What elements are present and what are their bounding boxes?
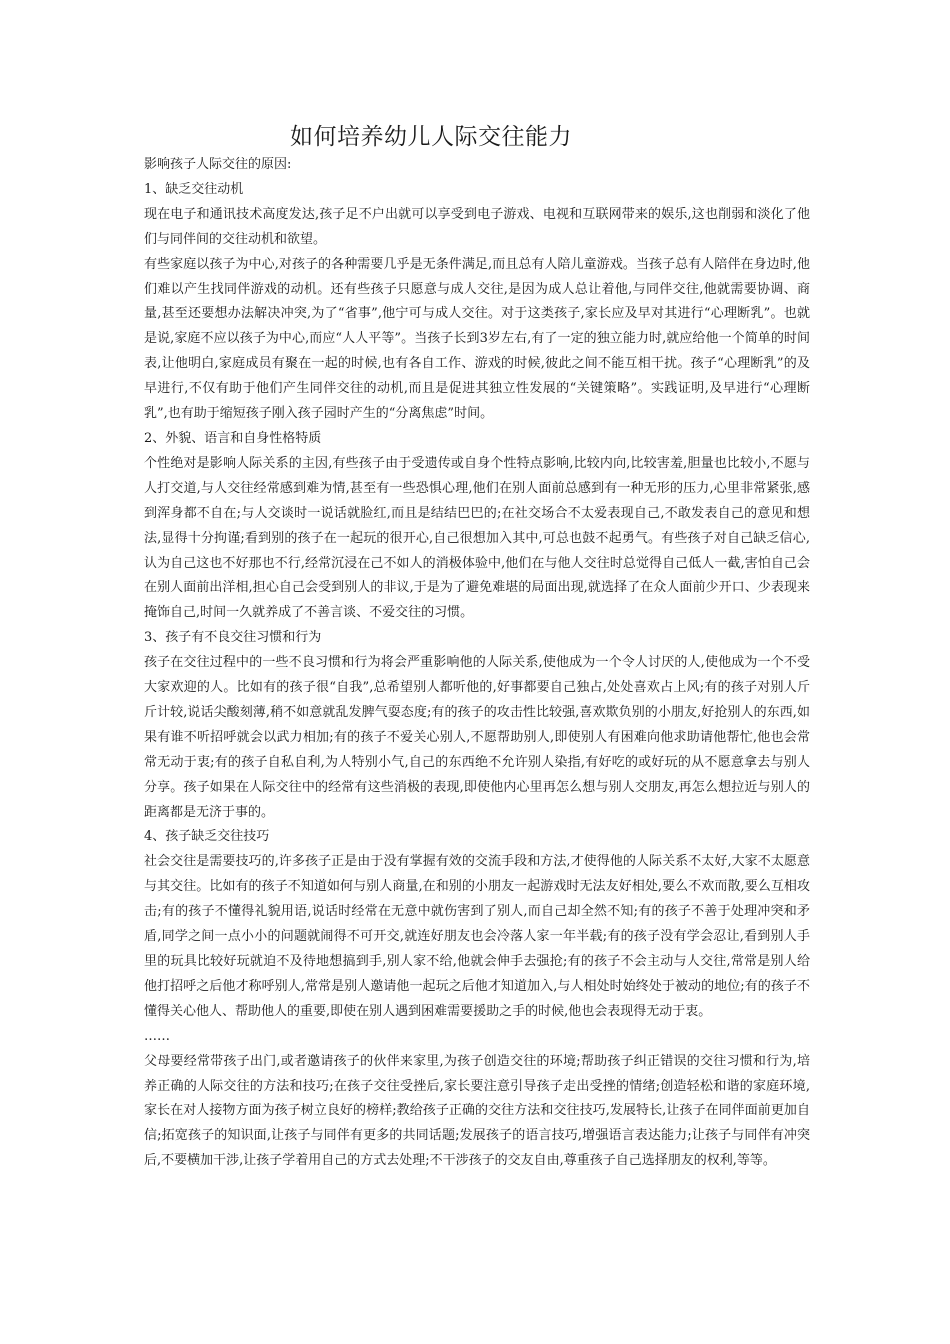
intro-line: 影响孩子人际交往的原因: xyxy=(144,157,292,172)
section-2-paragraph-1: 个性绝对是影响人际关系的主因,有些孩子由于受遗传或自身个性特点影响,比较内向,比较害羞,胆量也比较小,不愿与人打交道,与人交往经常感到难为情,甚至有一些恐惧心理,他们在别人面前总感到有一种无形的压力,心里非常紧张,感到浑身都不自在;与人交谈时一说话就脸红,而且是结结巴巴的;在社交场合不太爱表现自己,不敢发表自己的意见和想法,显得十分拘谨;看到别的孩子在一起玩的很开心,自己很想加入其中,可总也鼓不起勇气。有些孩子对自己缺乏信心,认为自己这也不好那也不行,经常沉浸在己不如人的消极体验中,他们在与他人交往时总觉得自己低人一截,害怕自己会在别人面前出洋相,担心自己会受到别人的非议,于是为了避免难堪的局面出现,就选择了在众人面前少开口、少表现来掩饰自己,时间一久就养成了不善言谈、不爱交往的习惯。 xyxy=(144,455,810,621)
section-4-paragraph-1: 社会交往是需要技巧的,许多孩子正是由于没有掌握有效的交流手段和方法,才使得他的人际关系不太好,大家不太愿意与其交往。比如有的孩子不知道如何与别人商量,在和别的小朋友一起游戏时无法友好相处,要么不欢而散,要么互相攻击;有的孩子不懂得礼貌用语,说话时经常在无意中就伤害到了别人,而自己却全然不知;有的孩子不善于处理冲突和矛盾,同学之间一点小小的问题就闹得不可开交,就连好朋友也会冷落人家一年半载;有的孩子没有学会忍让,看到别人手里的玩具比较好玩就迫不及待地想搞到手,别人家不给,他就会伸手去强抢;有的孩子不会主动与人交往,常常是别人给他打招呼之后他才称呼别人,常常是别人邀请他一起玩之后他才知道加入,与人相处时始终处于被动的地位;有的孩子不懂得关心他人、帮助他人的重要,即使在别人遇到困难需要援助之手的时候,他也会表现得无动于衷。 xyxy=(144,854,810,1019)
section-1-paragraph-1: 现在电子和通讯技术高度发达,孩子足不户出就可以享受到电子游戏、电视和互联网带来的娱乐,这也削弱和淡化了他们与同伴间的交往动机和欲望。 xyxy=(144,206,810,247)
section-1-heading: 1、缺乏交往动机 xyxy=(144,181,244,197)
document-body xyxy=(144,153,810,1174)
section-1-paragraph-2: 有些家庭以孩子为中心,对孩子的各种需要几乎是无条件满足,而且总有人陪儿童游戏。当孩子总有人陪伴在身边时,他们难以产生找同伴游戏的动机。还有些孩子只愿意与成人交往,是因为成人总让着他,与同伴交往,他就需要协调、商量,甚至还要想办法解决冲突,为了“省事”,他宁可与成人交往。对于这类孩子,家长应及早对其进行“心理断乳”。也就是说,家庭不应以孩子为中心,而应“人人平等”。当孩子长到3岁左右,有了一定的独立能力时,就应给他一个简单的时间表,让他明白,家庭成员有聚在一起的时候,也有各自工作、游戏的时候,彼此之间不能互相干扰。孩子“心理断乳”的及早进行,不仅有助于他们产生同伴交往的动机,而且是促进其独立性发展的“关键策略”。实践证明,及早进行“心理断乳”,也有助于缩短孩子刚入孩子园时产生的“分离焦虑”时间。 xyxy=(144,256,810,422)
section-2-heading: 2、外貌、语言和自身性格特质 xyxy=(144,430,322,446)
section-4-heading: 4、孩子缺乏交往技巧 xyxy=(144,829,270,845)
ellipsis-line: …… xyxy=(144,1028,170,1044)
closing-paragraph: 父母要经常带孩子出门,或者邀请孩子的伙伴来家里,为孩子创造交往的环境;帮助孩子纠正错误的交往习惯和行为,培养正确的人际交往的方法和技巧;在孩子交往受挫后,家长要注意引导孩子走出受挫的情绪;创造轻松和谐的家庭环境,家长在对人接物方面为孩子树立良好的榜样;教给孩子正确的交往方法和交往技巧,发展特长,让孩子在同伴面前更加自信;拓宽孩子的知识面,让孩子与同伴有更多的共同话题;发展孩子的语言技巧,增强语言表达能力;让孩子与同伴有冲突后,不要横加干涉,让孩子学着用自己的方式去处理;不干涉孩子的交友自由,尊重孩子自己选择朋友的权利,等等。 xyxy=(144,1053,810,1169)
document-title: 如何培养幼儿人际交往能力 xyxy=(290,124,572,150)
section-3-paragraph-1: 孩子在交往过程中的一些不良习惯和行为将会严重影响他的人际关系,使他成为一个令人讨厌的人,使他成为一个不受大家欢迎的人。比如有的孩子很“自我”,总希望别人都听他的,好事都要自己独占,处处喜欢占上风;有的孩子对别人斤斤计较,说话尖酸刻薄,稍不如意就乱发脾气耍态度;有的孩子的攻击性比较强,喜欢欺负别的小朋友,好抢别人的东西,如果有谁不听招呼就会以武力相加;有的孩子不爱关心别人,不愿帮助别人,即使别人有困难向他求助请他帮忙,他也会常常无动于衷;有的孩子自私自利,为人特别小气,自己的东西绝不允许别人染指,有好吃的或好玩的从不愿意拿去与别人分享。孩子如果在人际交往中的经常有这些消极的表现,即使他内心里再怎么想与别人交朋友,再怎么想拉近与别人的距离都是无济于事的。 xyxy=(144,655,810,820)
section-3-heading: 3、孩子有不良交往习惯和行为 xyxy=(144,630,322,646)
